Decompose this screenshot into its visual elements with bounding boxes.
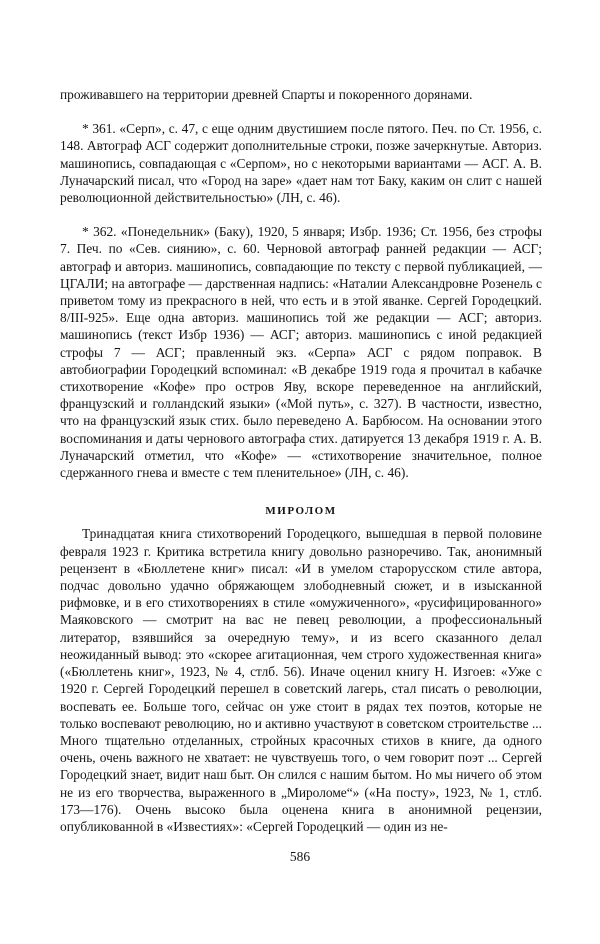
page-number: 586 (289, 849, 311, 864)
note-361: * 361. «Серп», с. 47, с еще одним двустишием после пятого. Печ. по Ст. 1956, с. 148. Автограф АСГ содержит дополнительные строки, позже зачеркнутые. Авториз. машинопись, совпадающая с «Серпом», но с некоторыми вариантами — АСГ. А. В. Луначарский писал, что «Город на заре» «дает нам тот Баку, каким он слит с нашей революционной действительностью» (ЛН, с. 46). (60, 121, 542, 206)
continuation-paragraph: проживавшего на территории древней Спарты и покоренного дорянами. (60, 87, 473, 102)
page-body (60, 86, 542, 835)
mirolom-paragraph: Тринадцатая книга стихотворений Городецкого, вышедшая в первой половине февраля 1923 г. Критика встретила книгу довольно разноречиво. Так, анонимный рецензент в «Бюллетене книг» писал: «И в умелом старорусском стиле автора, подчас довольно удачно обряжающем злободневный сюжет, и в изысканной рифмовке, и в его стихотворениях в стиле «омужиченного», «русифицированного» Маяковского — смотрит на вас не певец революции, а профессиональный литератор, взявшийся за очередную тему», и из всего сказанного делал неожиданный вывод: это «скорее агитационная, чем строго художественная книга» («Бюллетень книг», 1923, № 4, стлб. 56). Иначе оценил книгу Н. Изгоев: «Уже с 1920 г. Сергей Городецкий перешел в советский лагерь, стал писать о революции, воспевать ее. Больше того, сейчас он уже стоит в рядах тех поэтов, которые не только воспевают революцию, но и активно участвуют в советском строительстве ... Много тщательно отделанных, стройных красочных стихов в книге, да одного очень, очень важного не хватает: не чувствуешь того, о чем говорит поэт ... Сергей Городецкий знает, видит наш быт. Он слился с нашим бытом. Но мы ничего об этом не из его творчества, выраженного в „Мироломе“» («На посту», 1923, № 1, стлб. 173—176). Очень высоко была оценена книга в анонимной рецензии, опубликованной в «Известиях»: «Сергей Городецкий — один из не- (60, 526, 542, 834)
spacer (60, 481, 542, 503)
section-heading: МИРОЛОМ (265, 505, 337, 518)
spacer (60, 103, 542, 120)
note-362: * 362. «Понедельник» (Баку), 1920, 5 января; Избр. 1936; Ст. 1956, без строфы 7. Печ. по «Сев. сиянию», с. 60. Черновой автограф ранней редакции — АСГ; автограф и авториз. машинопись, совпадающие по тексту с первой публикацией, — ЦГАЛИ; на автографе — дарственная надпись: «Наталии Александровне Розенель с приветом тому из прекрасного в ней, что есть и в этой яванке. Сергей Городецкий. 8/III-925». Еще одна авториз. машинопись той же редакции — АСГ; авториз. машинопись (текст Избр 1936) — АСГ; авториз. машинопись с иной редакцией строфы 7 — АСГ; правленный экз. «Серпа» АСГ с рядом поправок. В автобиографии Городецкий вспоминал: «В декабре 1919 года я прочитал в кабачке стихотворение «Кофе» про остров Яву, вскоре переведенное на английский, французский и голландский языки» («Мой путь», с. 327). В частности, известно, что на французский язык стих. было переведено А. Барбюсом. На основании этого воспоминания и даты чернового автографа стих. датируется 13 декабря 1919 г. А. В. Луначарский отметил, что «Кофе» — «стихотворение значительное, полное сдержанного гнева и вместе с тем пленительное» (ЛН, с. 46). (60, 224, 542, 481)
spacer (60, 206, 542, 223)
